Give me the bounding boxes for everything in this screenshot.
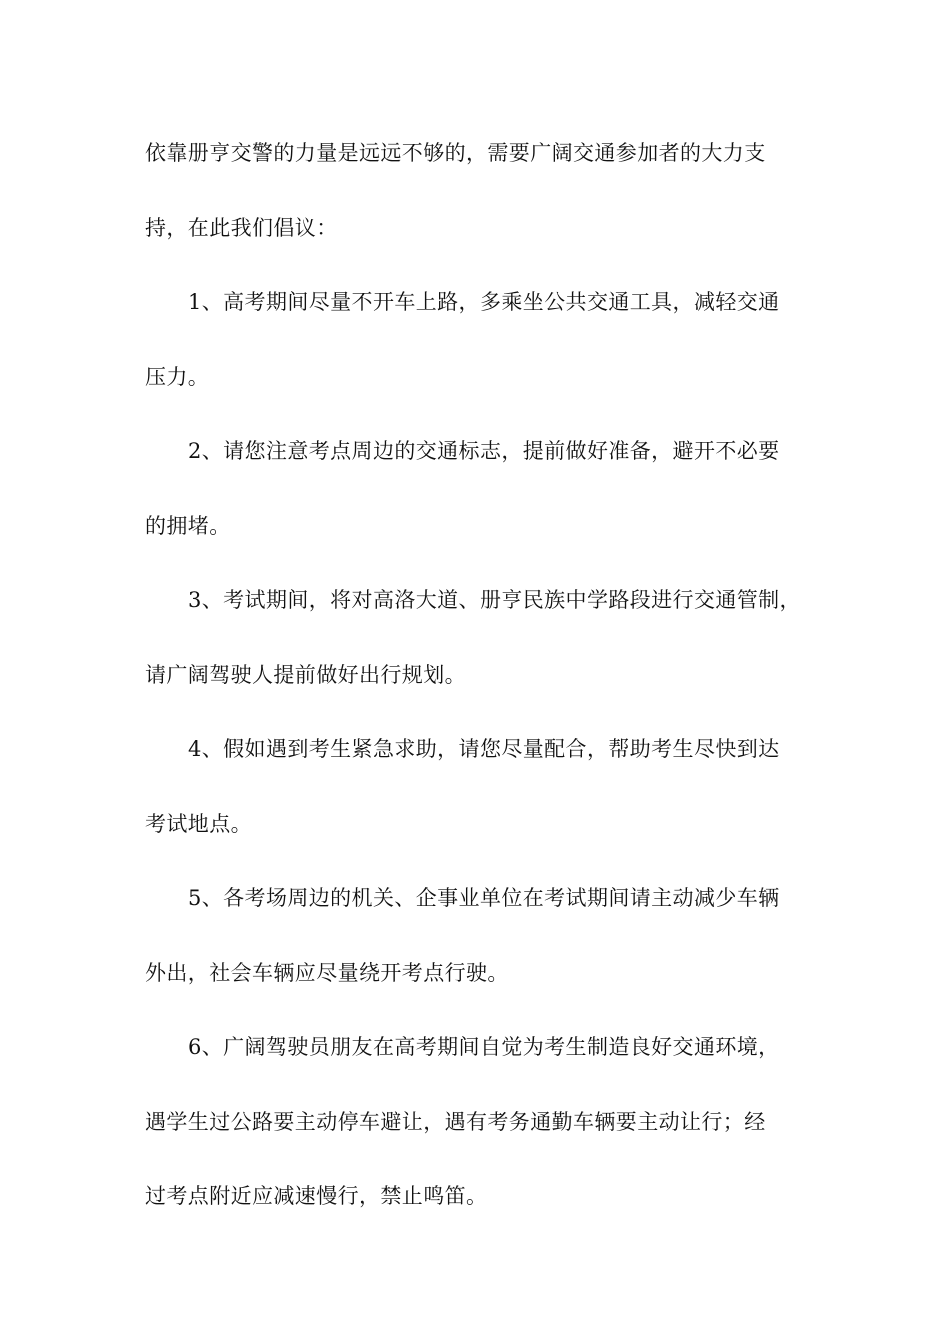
proposal-1-line: 压力。 [145, 365, 210, 389]
paragraph-line: 持，在此我们倡议： [145, 216, 338, 240]
proposal-2-line: 的拥堵。 [145, 514, 231, 538]
proposal-2-line: 2、请您注意考点周边的交通标志，提前做好准备，避开不必要 [188, 439, 780, 463]
proposal-6-line: 遇学生过公路要主动停车避让，遇有考务通勤车辆要主动让行；经 [145, 1110, 766, 1134]
proposal-4-line: 4、假如遇到考生紧急求助，请您尽量配合，帮助考生尽快到达 [188, 737, 780, 761]
proposal-5-line: 外出，社会车辆应尽量绕开考点行驶。 [145, 961, 509, 985]
proposal-5-line: 5、各考场周边的机关、企事业单位在考试期间请主动减少车辆 [188, 886, 780, 910]
proposal-6-line: 6、广阔驾驶员朋友在高考期间自觉为考生制造良好交通环境， [188, 1035, 780, 1059]
proposal-1-line: 1、高考期间尽量不开车上路，多乘坐公共交通工具，减轻交通 [188, 290, 780, 314]
proposal-6-line: 过考点附近应减速慢行，禁止鸣笛。 [145, 1184, 488, 1208]
proposal-3-line: 3、考试期间，将对高洛大道、册亨民族中学路段进行交通管制， [188, 588, 801, 612]
proposal-4-line: 考试地点。 [145, 812, 252, 836]
proposal-3-line: 请广阔驾驶人提前做好出行规划。 [145, 663, 466, 687]
paragraph-line: 依靠册亨交警的力量是远远不够的，需要广阔交通参加者的大力支 [145, 141, 766, 165]
